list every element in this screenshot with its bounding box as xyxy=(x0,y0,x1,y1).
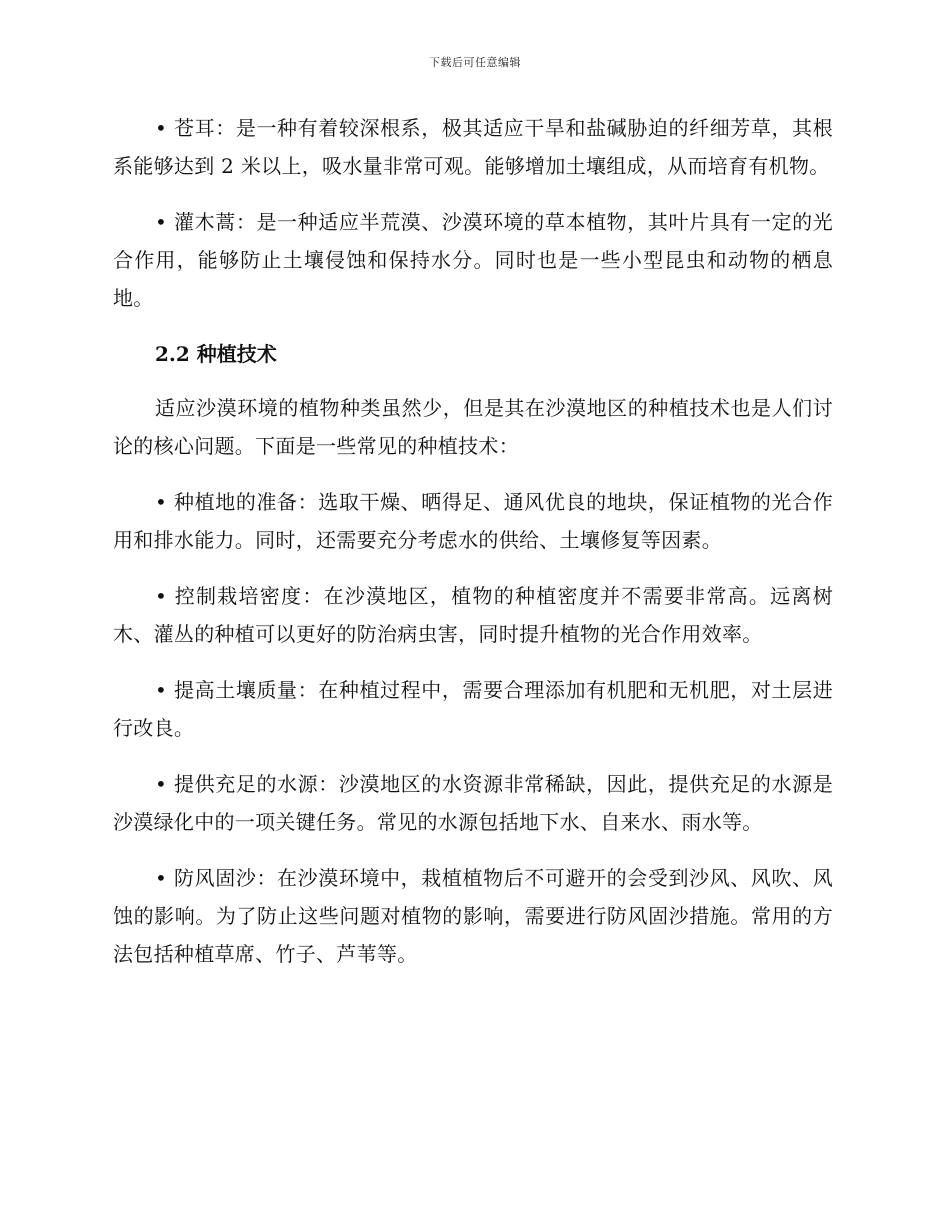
section-heading: 2.2 种植技术 xyxy=(155,342,277,366)
list-item-planting-density: • 控制栽培密度：在沙漠地区，植物的种植密度并不需要非常高。远离树木、灌丛的种植可以更好的防治病虫害，同时提升植物的光合作用效率。 xyxy=(113,584,833,646)
section-intro: 适应沙漠环境的植物种类虽然少，但是其在沙漠地区的种植技术也是人们讨论的核心问题。下面是一些常见的种植技术： xyxy=(113,396,833,458)
list-item-soil-quality: • 提高土壤质量：在种植过程中，需要合理添加有机肥和无机肥，对土层进行改良。 xyxy=(113,678,833,740)
list-item-site-preparation: • 种植地的准备：选取干燥、晒得足、通风优良的地块，保证植物的光合作用和排水能力。同时，还需要充分考虑水的供给、土壤修复等因素。 xyxy=(113,490,833,552)
header-note: 下载后可任意编辑 xyxy=(429,56,521,69)
paragraph-shrub-artemisia: • 灌木蒿：是一种适应半荒漠、沙漠环境的草本植物，其叶片具有一定的光合作用，能够防止土壤侵蚀和保持水分。同时也是一些小型昆虫和动物的栖息地。 xyxy=(113,210,833,310)
paragraph-cocklebur: • 苍耳：是一种有着较深根系，极其适应干旱和盐碱胁迫的纤细芳草，其根系能够达到 2 米以上，吸水量非常可观。能够增加土壤组成，从而培育有机物。 xyxy=(113,116,833,178)
document-body xyxy=(113,109,833,991)
list-item-windbreak: • 防风固沙：在沙漠环境中，栽植植物后不可避开的会受到沙风、风吹、风蚀的影响。为了防止这些问题对植物的影响，需要进行防风固沙措施。常用的方法包括种植草席、竹子、芦苇等。 xyxy=(113,866,833,966)
list-item-water-supply: • 提供充足的水源：沙漠地区的水资源非常稀缺，因此，提供充足的水源是沙漠绿化中的一项关键任务。常见的水源包括地下水、自来水、雨水等。 xyxy=(113,772,833,834)
